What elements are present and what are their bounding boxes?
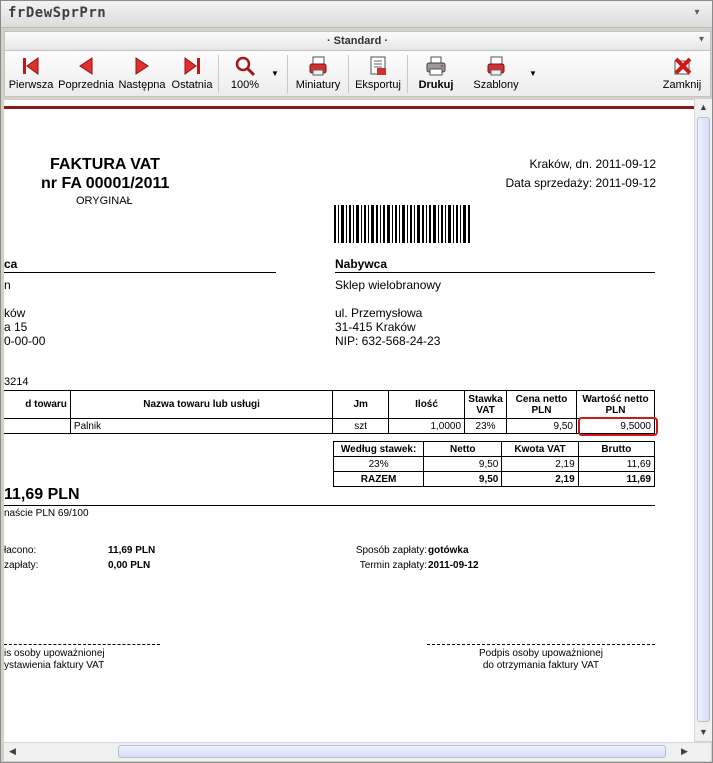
- window-menu-icon[interactable]: ▾: [694, 7, 700, 18]
- seller-signature-caption-1: is osoby upoważnionej: [4, 648, 105, 659]
- next-page-icon: [131, 55, 153, 77]
- invoice-copy-label: ORYGINAŁ: [76, 195, 133, 207]
- paid-label: łacono:: [4, 545, 37, 556]
- buyer-signature-caption-1: Podpis osoby upoważnionej: [479, 648, 603, 659]
- previous-page-icon: [75, 55, 97, 77]
- vat-total-label: RAZEM: [334, 472, 424, 487]
- vat-total-tax: 2,19: [502, 472, 578, 487]
- col-unit-header: Jm: [333, 391, 389, 419]
- vertical-scrollbar[interactable]: [694, 99, 712, 741]
- print-button[interactable]: [411, 53, 461, 95]
- toolbar-header-label: · Standard ·: [326, 35, 389, 47]
- invoice-preview-page: [4, 99, 694, 742]
- payment-method-label: Sposób zapłaty:: [355, 545, 427, 556]
- invoice-title: FAKTURA VAT: [50, 156, 160, 173]
- buyer-signature-line: [427, 644, 655, 645]
- toolbar-separator: [287, 55, 288, 93]
- window-title: frDewSprPrn: [8, 5, 107, 21]
- buyer-signature-caption-2: do otrzymania faktury VAT: [482, 660, 600, 671]
- item-qty: 1,0000: [389, 419, 465, 434]
- seller-line-1: n: [4, 278, 11, 292]
- thumbnails-label: Miniatury: [295, 79, 341, 91]
- buyer-heading: Nabywca: [335, 257, 388, 271]
- items-table-header: [4, 391, 655, 419]
- toolbar-header: [4, 31, 711, 51]
- templates-label: Szablony: [473, 79, 519, 91]
- print-label: Drukuj: [418, 79, 454, 91]
- first-page-button[interactable]: [7, 53, 55, 95]
- col-vat-header: Stawka VAT: [465, 391, 507, 419]
- buyer-name: Sklep wielobranowy: [335, 278, 442, 292]
- close-label: Zamknij: [662, 79, 702, 91]
- first-page-label: Pierwsza: [8, 79, 54, 91]
- export-button[interactable]: [352, 53, 404, 95]
- buyer-city: 31-415 Kraków: [335, 320, 416, 334]
- selected-cell-highlight: [578, 417, 658, 436]
- seller-line-3: a 15: [4, 320, 28, 334]
- invoice-sale-date: Data sprzedaży: 2011-09-12: [505, 176, 656, 190]
- templates-icon: [485, 55, 507, 77]
- buyer-street: ul. Przemysłowa: [335, 306, 423, 320]
- printer-icon: [425, 55, 447, 77]
- next-page-label: Następna: [118, 79, 166, 91]
- horizontal-scrollbar[interactable]: [4, 742, 711, 761]
- seller-signature-line: [4, 644, 160, 645]
- item-vat-rate: 23%: [465, 419, 507, 434]
- page-top-rule: [4, 106, 694, 109]
- item-unit: szt: [333, 419, 389, 434]
- col-value-header: Wartość netto PLN: [576, 391, 654, 419]
- toolbar: [4, 51, 711, 97]
- export-label: Eksportuj: [355, 79, 401, 91]
- last-page-label: Ostatnia: [171, 79, 213, 91]
- vat-tax: 2,19: [502, 457, 578, 472]
- buyer-heading-rule: [335, 272, 655, 273]
- barcode-image: [334, 205, 470, 243]
- item-net-value: 9,5000: [576, 419, 654, 434]
- due-value: 0,00 PLN: [108, 560, 151, 571]
- seller-line-4: 0-00-00: [4, 334, 46, 348]
- total-in-words: naście PLN 69/100: [4, 508, 89, 519]
- item-code: [4, 419, 70, 434]
- vat-total-gross: 11,69: [578, 472, 654, 487]
- seller-signature-caption-2: ystawienia faktury VAT: [4, 660, 105, 671]
- vat-net: 9,50: [424, 457, 502, 472]
- seller-extra: 3214: [4, 376, 29, 388]
- payment-method-value: gotówka: [428, 545, 469, 556]
- due-label: zapłaty:: [4, 560, 39, 571]
- items-table: [4, 390, 655, 434]
- first-page-icon: [20, 55, 42, 77]
- zoom-level: 100%: [230, 79, 260, 91]
- seller-heading: ca: [4, 257, 18, 271]
- vat-rate: 23%: [334, 457, 424, 472]
- invoice-place-date: Kraków, dn. 2011-09-12: [529, 157, 656, 171]
- zoom-button[interactable]: [223, 53, 267, 95]
- last-page-icon: [181, 55, 203, 77]
- payment-term-value: 2011-09-12: [428, 560, 479, 571]
- vat-summary-header: [334, 442, 655, 457]
- total-rule: [4, 505, 655, 506]
- col-qty-header: Ilość: [389, 391, 465, 419]
- table-row: [334, 457, 655, 472]
- scroll-left-icon[interactable]: ◀: [9, 746, 16, 756]
- table-row: [4, 419, 655, 434]
- paid-value: 11,69 PLN: [108, 545, 156, 556]
- seller-line-2: ków: [4, 306, 26, 320]
- magnifier-icon: [234, 55, 256, 77]
- toolbar-options-icon[interactable]: ▾: [698, 34, 704, 45]
- vat-col-tax-header: Kwota VAT: [502, 442, 578, 457]
- previous-page-label: Poprzednia: [58, 79, 114, 91]
- invoice-number: nr FA 00001/2011: [41, 175, 170, 192]
- templates-dropdown-icon[interactable]: ▼: [529, 69, 537, 78]
- col-code-header: d towaru: [4, 391, 70, 419]
- toolbar-separator: [348, 55, 349, 93]
- previous-page-button[interactable]: [57, 53, 115, 95]
- thumbnails-button[interactable]: [291, 53, 345, 95]
- horizontal-scroll-thumb[interactable]: [118, 745, 666, 758]
- templates-button[interactable]: [467, 53, 525, 95]
- next-page-button[interactable]: [117, 53, 167, 95]
- vat-gross: 11,69: [578, 457, 654, 472]
- zoom-dropdown-icon[interactable]: ▼: [271, 69, 279, 78]
- scroll-right-icon[interactable]: ▶: [681, 746, 688, 756]
- vat-col-gross-header: Brutto: [578, 442, 654, 457]
- item-name: Palnik: [70, 419, 332, 434]
- payment-term-label: Termin zapłaty:: [359, 560, 427, 571]
- vertical-scroll-thumb[interactable]: [697, 117, 710, 722]
- toolbar-separator: [407, 55, 408, 93]
- total-amount: 11,69 PLN: [4, 486, 80, 503]
- vat-col-net-header: Netto: [424, 442, 502, 457]
- thumbnails-icon: [307, 55, 329, 77]
- vat-col-rate-header: Według stawek:: [334, 442, 424, 457]
- toolbar-separator: [218, 55, 219, 93]
- vat-summary-table: [333, 441, 655, 487]
- table-row: [334, 472, 655, 487]
- vat-total-net: 9,50: [424, 472, 502, 487]
- export-icon: [367, 55, 389, 77]
- last-page-button[interactable]: [169, 53, 215, 95]
- col-name-header: Nazwa towaru lub usługi: [70, 391, 332, 419]
- col-price-header: Cena netto PLN: [507, 391, 577, 419]
- scroll-down-icon[interactable]: ▼: [699, 727, 708, 737]
- scroll-up-icon[interactable]: ▲: [699, 102, 708, 112]
- title-bar: [1, 1, 712, 28]
- close-icon: [671, 55, 693, 77]
- close-button[interactable]: [657, 53, 707, 95]
- item-price: 9,50: [507, 419, 577, 434]
- seller-heading-rule: [4, 272, 276, 273]
- buyer-nip: NIP: 632-568-24-23: [335, 334, 441, 348]
